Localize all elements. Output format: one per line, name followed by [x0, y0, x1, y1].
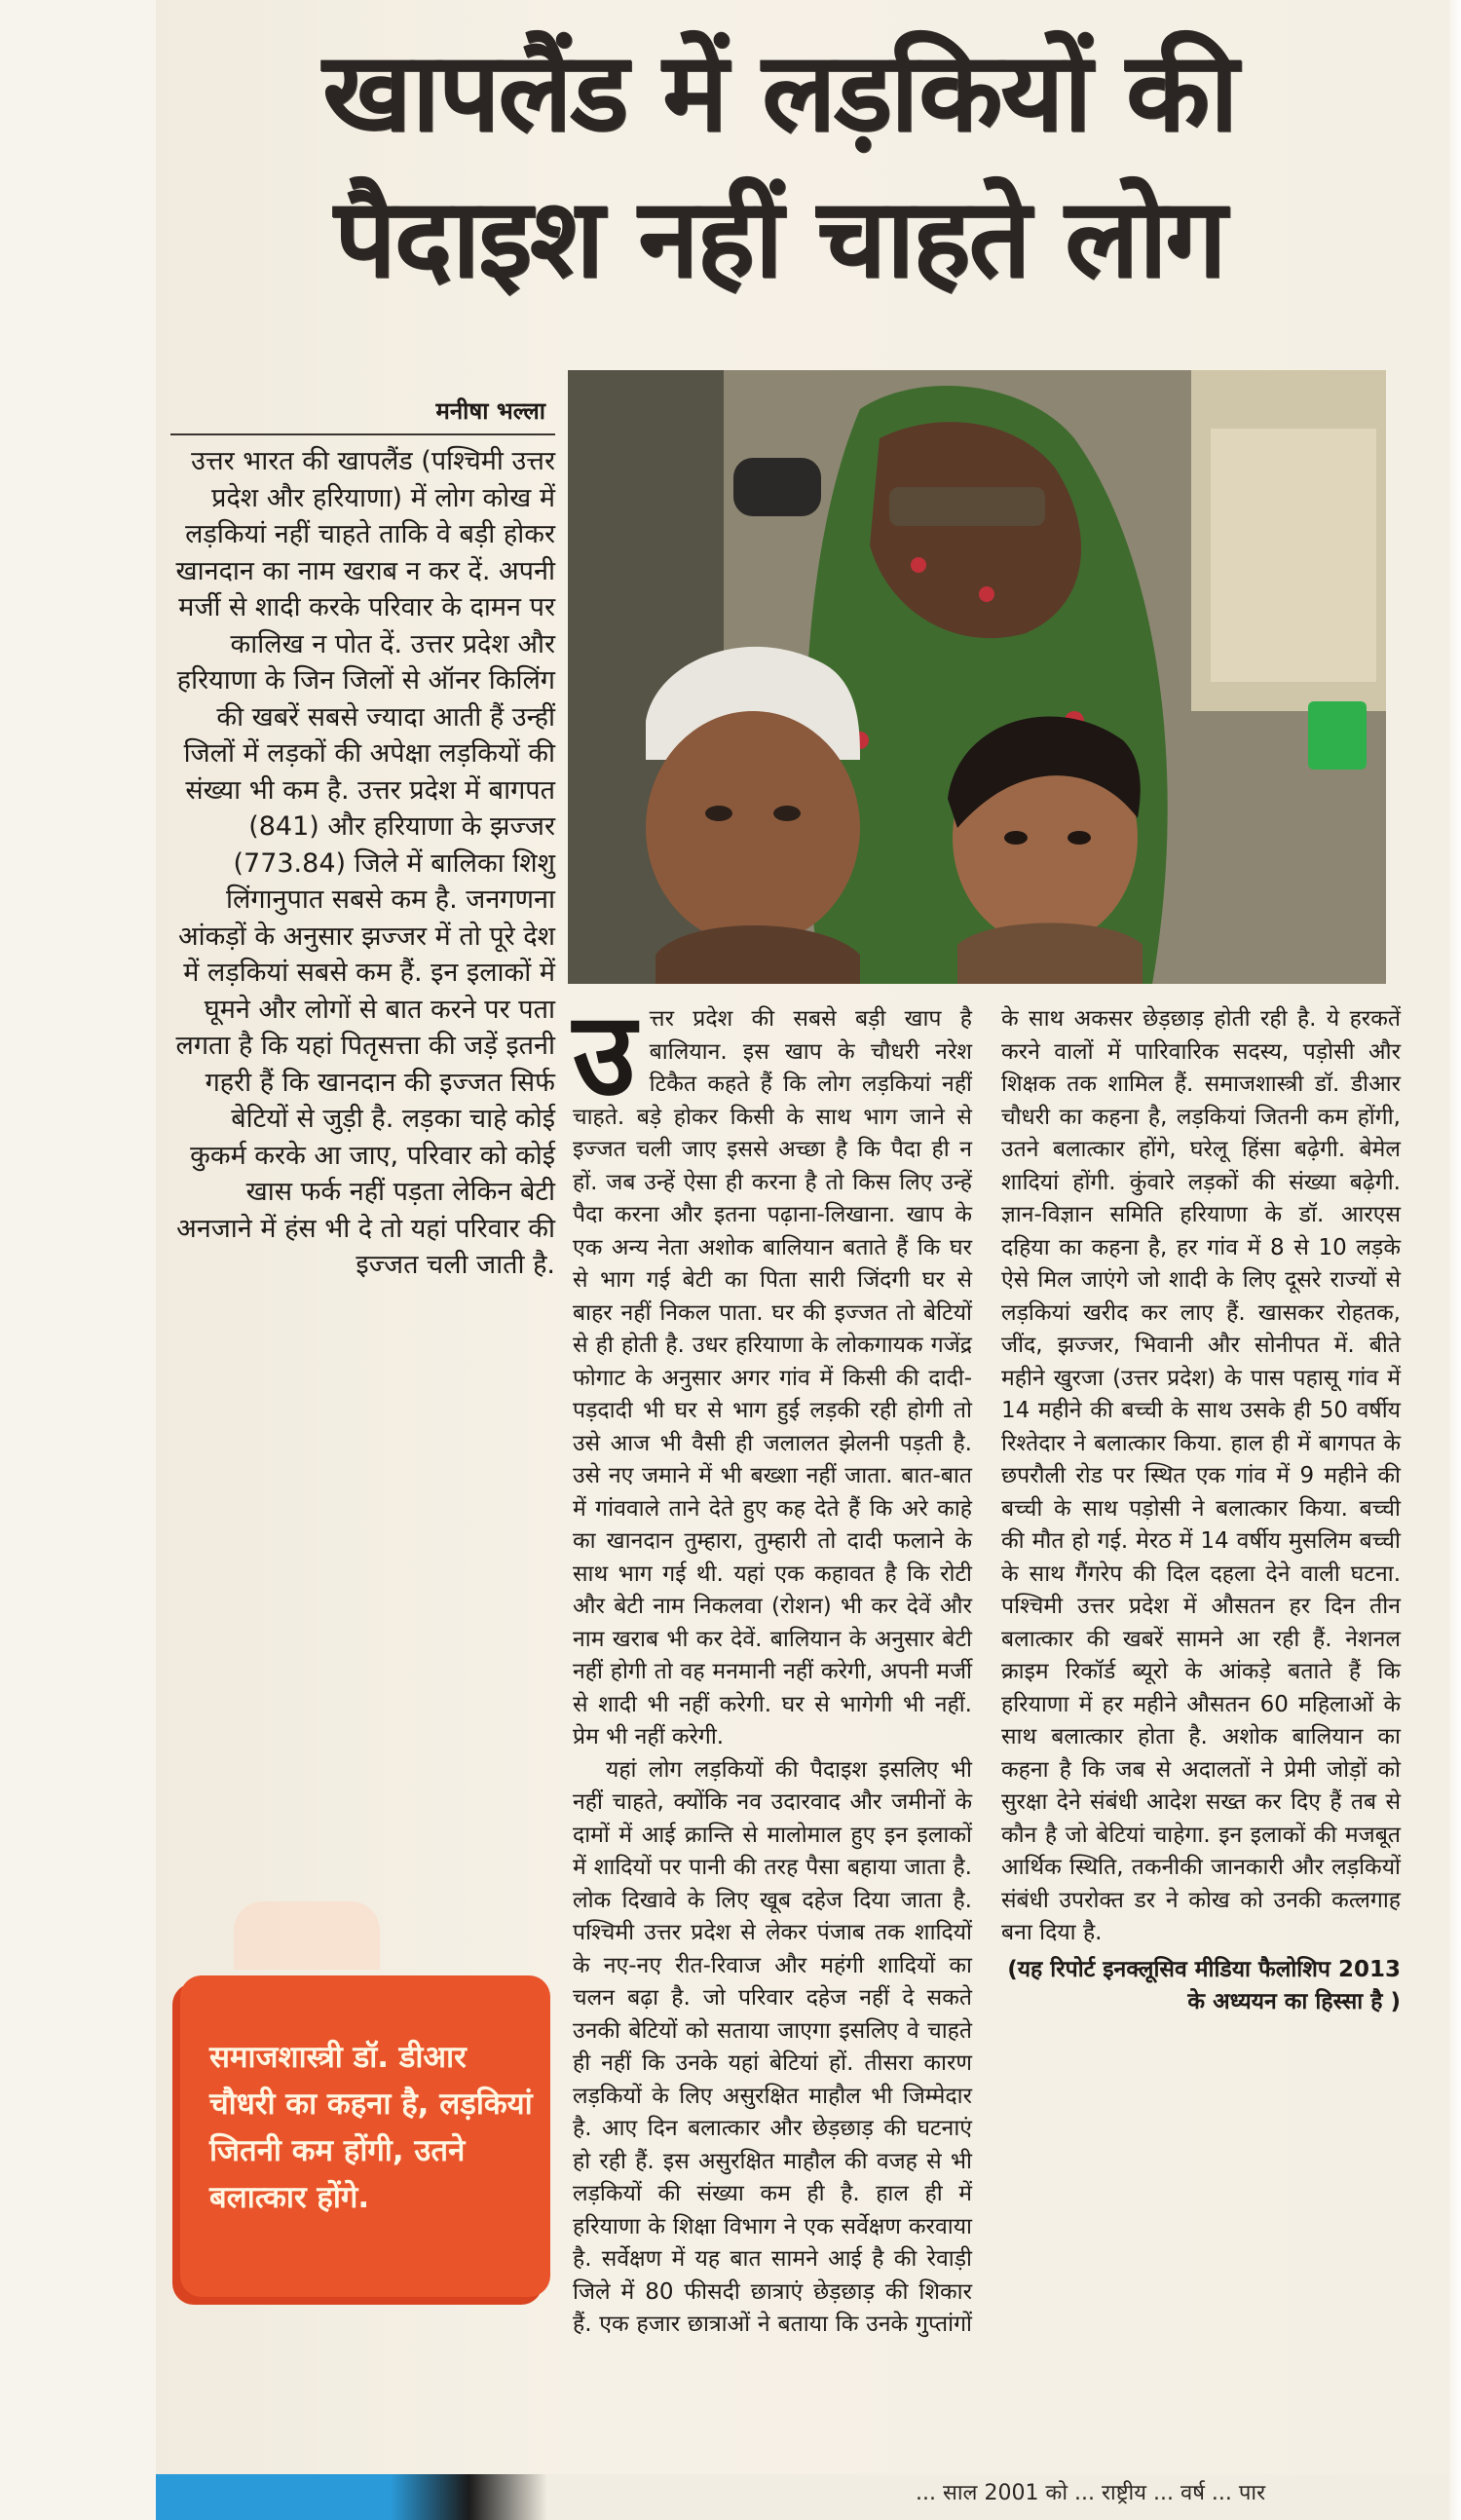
pull-quote-text: समाजशास्त्री डॉ. डीआर चौधरी का कहना है, लड़कियां जितनी कम होंगी, उतने बलात्कार होंगे.	[209, 2040, 533, 2215]
photo-children-and-woman	[568, 370, 1386, 984]
pull-quote-box	[180, 1975, 550, 2297]
next-article-text: ... साल 2001 को ... राष्ट्रीय ... वर्ष ... पार	[916, 2481, 1266, 2505]
report-credit: (यह रिपोर्ट इनक्लूसिव मीडिया फैलोशिप 2013 के अध्ययन का हिस्सा है )	[1007, 1956, 1401, 2014]
headline	[175, 19, 1383, 312]
article-paragraph-1-text: त्तर प्रदेश की सबसे बड़ी खाप है बालियान. इस खाप के चौधरी नरेश टिकैत कहते हैं कि लोग लड़कियां नहीं चाहते. बड़े होकर किसी के साथ भाग जाने से इज्जत चली जाए इससे अच्छा है कि पैदा ही न हों. जब उन्हें ऐसा ही करना है तो किस लिए उन्हें पैदा करना और इतना पढ़ाना-लिखाना. खाप के एक अन्य नेता अशोक बालियान बताते हैं कि घर से भाग गई बेटी का पिता सारी जिंदगी घर से बाहर नहीं निकल पाता. घर की इज्जत तो बेटियों से ही होती है. उधर हरियाणा के लोकगायक गजेंद्र फोगाट के अनुसार अगर गांव में किसी की दादी-पड़दादी भी घर से भाग हुई लड़की रही होगी तो उसे आज भी वैसी ही जलालत झेलनी पड़ती है. उसे नए जमाने में भी बख्शा नहीं जाता. बात-बात में गांववाले ताने देते हुए कह देते हैं कि अरे काहे का खानदान तुम्हारा, तुम्हारी तो दादी फलाने के साथ भाग गई थी. यहां एक कहावत है कि रोटी और बेटी नाम निकलवा (रोशन) भी कर देवें और नाम खराब भी कर देवें. बालियान के अनुसार बेटी नहीं होगी तो वह मनमानी नहीं करेगी, अपनी मर्जी से शादी भी नहीं करेगी. घर से भागेगी भी नहीं. प्रेम भी नहीं करेगी.	[573, 1006, 972, 1749]
byline: मनीषा भल्ला	[435, 397, 545, 425]
page-margin	[0, 0, 156, 2520]
page-edge	[1449, 0, 1461, 2520]
headline-line-2: पैदाइश नहीं चाहते लोग	[333, 175, 1225, 302]
pull-quote-decoration	[234, 1901, 380, 1970]
intro-column	[170, 443, 555, 1284]
article-paragraph-1	[573, 987, 972, 1754]
article-body	[573, 987, 1401, 2362]
intro-paragraph: उत्तर भारत की खापलैंड (पश्चिमी उत्तर प्रदेश और हरियाणा) में लोग कोख में लड़कियां नहीं चाहते ताकि वे बड़ी होकर खानदान का नाम खराब न कर दें. अपनी मर्जी से शादी करके परिवार के दामन पर कालिख न पोत दें. उत्तर प्रदेश और हरियाणा के जिन जिलों से ऑनर किलिंग की खबरें सबसे ज्यादा आती हैं उन्हीं जिलों में लड़कों की अपेक्षा लड़कियों की संख्या भी कम है. उत्तर प्रदेश में बागपत (841) और हरियाणा के झज्जर (773.84) जिले में बालिका शिशु लिंगानुपात सबसे कम है. जनगणना आंकड़ों के अनुसार झज्जर में तो पूरे देश में लड़कियां सबसे कम हैं. इन इलाकों में घूमने और लोगों से बात करने पर पता लगता है कि यहां पितृसत्ता की जड़ें इतनी गहरी हैं कि खानदान की इज्जत सिर्फ बेटियों से जुड़ी है. लड़का चाहे कोई कुकर्म करके आ जाए, परिवार को कोई खास फर्क नहीं पड़ता लेकिन बेटी अनजाने में हंस भी दे तो यहां परिवार की इज्जत चली जाती है.	[175, 446, 555, 1280]
byline-divider	[170, 433, 555, 435]
headline-line-1: खापलैंड में लड़कियों की	[322, 29, 1236, 156]
drop-cap: उ	[573, 987, 636, 1121]
article-paragraph-2: यहां लोग लड़कियों की पैदाइश इसलिए भी नहीं चाहते, क्योंकि नव उदारवाद और जमीनों के दामों में आई क्रान्ति से मालोमाल हुए इन इलाकों में शादियों पर पानी की तरह पैसा बहाया जाता है. लोक दिखावे के लिए खूब दहेज दिया जाता है. पश्चिमी उत्तर प्रदेश से लेकर पंजाब तक शादियों के नए-नए रीत-रिवाज और महंगी शादियों का चलन बढ़ा है. जो परिवार दहेज नहीं दे सकते उनकी बेटियों को सताया जाएगा इसलिए वे चाहते ही नहीं कि उनके यहां बेटियां हों. तीसरा कारण लड़कियों के लिए असुरक्षित माहौल भी जिम्मेदार है. आए दिन बलात्कार और छेड़छाड़ की घटनाएं हो रही हैं. इस असुरक्षित माहौल की वजह से भी लड़कियों की संख्या कम ही है. हाल ही में हरियाणा के शिक्षा विभाग ने एक सर्वेक्षण करवाया है. सर्वेक्षण में यह बात सामने आई है की रेवाड़ी जिले में 80 फीसदी छात्राएं छेड़छाड़ की शिकार हैं. एक हजार छात्राओं ने बताया कि उनके गुप्तांगों के साथ अकसर छेड़छाड़ होती रही है. ये हरकतें करने वालों में पारिवारिक सदस्य, पड़ोसी और शिक्षक तक शामिल हैं. समाजशास्त्री डॉ. डीआर चौधरी का कहना है, लड़कियां जितनी कम होंगी, उतने बलात्कार होंगे, घरेलू हिंसा बढ़ेगी. बेमेल शादियां होंगी. कुंवारे लड़कों की संख्या बढ़ेगी. ज्ञान-विज्ञान समिति हरियाणा के डॉ. आरएस दहिया का कहना है, हर गांव में 8 से 10 लड़के ऐसे मिल जाएंगे जो शादी के लिए दूसरे राज्यों से लड़कियां खरीद कर लाए हैं. खासकर रोहतक, जींद, झज्जर, भिवानी और सोनीपत में. बीते महीने खुरजा (उत्तर प्रदेश) के पास पहासू गांव में 14 महीने की बच्ची के साथ उसके ही 50 वर्षीय रिश्तेदार ने बलात्कार किया. हाल ही में बागपत के छपरौली रोड पर स्थित एक गांव में 9 महीने की बच्ची के साथ पड़ोसी ने बलात्कार किया. बच्ची की मौत हो गई. मेरठ में 14 वर्षीय मुसलिम बच्ची के साथ गैंगरेप की दिल दहला देने वाली घटना. पश्चिमी उत्तर प्रदेश में औसतन हर दिन तीन बलात्कार की खबरें सामने आ रही हैं. नेशनल क्राइम रिकॉर्ड ब्यूरो के आंकड़े बताते हैं कि हरियाणा में हर महीने औसतन 60 महिलाओं के साथ बलात्कार होता है. अशोक बालियान का कहना है कि जब से अदालतों ने प्रेमी जोड़ों को सुरक्षा देने संबंधी आदेश सख्त कर दिए हैं तब से कौन है जो बेटियां चाहेगा. इन इलाकों की मजबूत आर्थिक स्थिति, तकनीकी जानकारी और लड़कियों संबंधी उपरोक्त डर ने कोख को उनकी कत्लगाह बना दिया है.	[573, 1006, 1401, 2337]
article-photo	[568, 370, 1386, 984]
